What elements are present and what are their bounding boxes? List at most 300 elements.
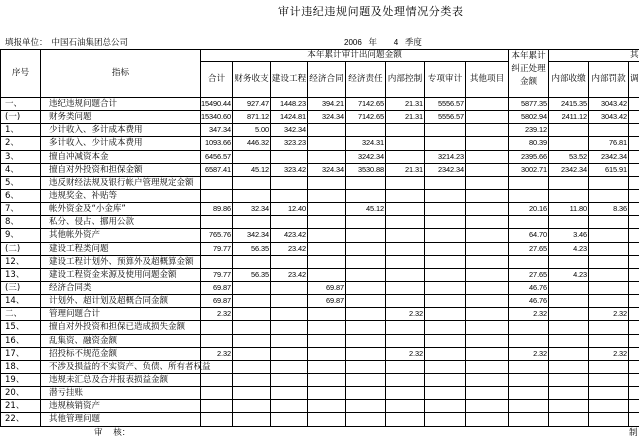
- cell-financial: [233, 150, 271, 163]
- row-indicator: 管理问题合计: [41, 308, 201, 321]
- header-corrected-amount: [509, 50, 549, 98]
- header-adjustment: 调: [629, 62, 639, 98]
- cell-construction: [271, 295, 308, 308]
- cell-internal-penalty: [589, 242, 629, 255]
- cell-internal-recovery: 53.52: [549, 150, 589, 163]
- cell-total: 347.34: [201, 124, 233, 137]
- table-row: [1, 242, 639, 255]
- cell-special-audit: [425, 242, 466, 255]
- cell-contract: [308, 413, 346, 426]
- cell-corrected-amount: 3002.71: [509, 163, 549, 176]
- header-internal-penalty: 内部罚款: [589, 62, 629, 98]
- row-seq: 16、: [1, 334, 41, 347]
- cell-special-audit: [425, 189, 466, 202]
- cell-adjustment: [629, 308, 639, 321]
- table-row: [1, 176, 639, 189]
- cell-other-project: [466, 373, 509, 386]
- cell-adjustment: [629, 242, 639, 255]
- cell-financial: [233, 387, 271, 400]
- cell-total: [201, 400, 233, 413]
- cell-construction: [271, 216, 308, 229]
- cell-internal-penalty: [589, 229, 629, 242]
- cell-responsibility: [346, 334, 386, 347]
- row-indicator: 经济合同类: [41, 281, 201, 294]
- cell-corrected-amount: 5877.35: [509, 98, 549, 111]
- cell-responsibility: [346, 387, 386, 400]
- cell-internal-control: [386, 360, 425, 373]
- cell-financial: 446.32: [233, 137, 271, 150]
- cell-internal-penalty: [589, 124, 629, 137]
- cell-total: [201, 189, 233, 202]
- cell-special-audit: [425, 413, 466, 426]
- header-corrected-line: 本年累计: [511, 51, 546, 61]
- cell-corrected-amount: [509, 176, 549, 189]
- cell-construction: 323.23: [271, 137, 308, 150]
- cell-internal-recovery: [549, 400, 589, 413]
- cell-total: 69.87: [201, 295, 233, 308]
- cell-internal-control: [386, 176, 425, 189]
- cell-total: [201, 216, 233, 229]
- cell-contract: [308, 373, 346, 386]
- cell-responsibility: [346, 216, 386, 229]
- row-indicator: 乱集资、融资金额: [41, 334, 201, 347]
- row-seq: 一、: [1, 98, 41, 111]
- cell-total: [201, 387, 233, 400]
- cell-construction: [271, 387, 308, 400]
- cell-responsibility: [346, 308, 386, 321]
- cell-internal-recovery: [549, 295, 589, 308]
- cell-construction: 423.42: [271, 229, 308, 242]
- cell-internal-penalty: 2.32: [589, 308, 629, 321]
- cell-internal-recovery: [549, 347, 589, 360]
- cell-corrected-amount: 27.65: [509, 242, 549, 255]
- cell-special-audit: 2342.34: [425, 163, 466, 176]
- cell-internal-control: 21.31: [386, 163, 425, 176]
- cell-financial: [233, 295, 271, 308]
- cell-financial: [233, 373, 271, 386]
- period-quarter: 4: [393, 38, 399, 47]
- header-corrected-line: 金额: [519, 77, 538, 87]
- cell-contract: [308, 124, 346, 137]
- cell-adjustment: [629, 137, 639, 150]
- cell-other-project: [466, 111, 509, 124]
- row-indicator: 违纪违规问题合计: [41, 98, 201, 111]
- cell-internal-penalty: 3043.42: [589, 111, 629, 124]
- row-seq: (二): [1, 242, 41, 255]
- row-indicator: 少计收入、多计成本费用: [41, 124, 201, 137]
- cell-responsibility: [346, 295, 386, 308]
- cell-internal-penalty: 2342.34: [589, 150, 629, 163]
- row-seq: 8、: [1, 216, 41, 229]
- row-seq: 二、: [1, 308, 41, 321]
- cell-construction: [271, 347, 308, 360]
- cell-internal-penalty: [589, 255, 629, 268]
- cell-internal-control: [386, 216, 425, 229]
- cell-financial: [233, 281, 271, 294]
- row-indicator: 擅自对外投资和担保已造成损失金额: [41, 321, 201, 334]
- cell-adjustment: [629, 255, 639, 268]
- cell-responsibility: [346, 229, 386, 242]
- cell-financial: 32.34: [233, 203, 271, 216]
- table-row: [1, 281, 639, 294]
- cell-corrected-amount: [509, 334, 549, 347]
- cell-other-project: [466, 400, 509, 413]
- cell-corrected-amount: [509, 321, 549, 334]
- cell-internal-penalty: [589, 373, 629, 386]
- cell-internal-control: [386, 413, 425, 426]
- cell-internal-control: [386, 150, 425, 163]
- cell-adjustment: [629, 124, 639, 137]
- cell-responsibility: [346, 373, 386, 386]
- row-indicator: 其他帐外资产: [41, 229, 201, 242]
- cell-construction: 23.42: [271, 242, 308, 255]
- cell-internal-recovery: [549, 281, 589, 294]
- row-indicator: 建设工程资金来源及使用问题金额: [41, 268, 201, 281]
- header-breakdown-group: 其: [549, 50, 639, 62]
- period-year-unit: 年: [368, 38, 378, 48]
- cell-internal-penalty: [589, 295, 629, 308]
- row-indicator: 违规奖金、补贴等: [41, 189, 201, 202]
- cell-responsibility: [346, 242, 386, 255]
- footer-review-label: 审 核：: [94, 428, 131, 438]
- cell-special-audit: 5556.57: [425, 111, 466, 124]
- cell-construction: [271, 150, 308, 163]
- row-indicator: 帐外资金及“小金库”: [41, 203, 201, 216]
- footer-preparer-label: 制: [629, 428, 638, 438]
- row-seq: 18、: [1, 360, 41, 373]
- table-row: [1, 373, 639, 386]
- cell-other-project: [466, 295, 509, 308]
- cell-corrected-amount: [509, 400, 549, 413]
- cell-special-audit: [425, 387, 466, 400]
- table-body: [1, 98, 639, 427]
- row-indicator: 建设工程类问题: [41, 242, 201, 255]
- cell-total: 1093.66: [201, 137, 233, 150]
- cell-other-project: [466, 98, 509, 111]
- cell-adjustment: [629, 163, 639, 176]
- row-seq: 1、: [1, 124, 41, 137]
- cell-construction: 1424.81: [271, 111, 308, 124]
- cell-contract: [308, 176, 346, 189]
- cell-construction: [271, 176, 308, 189]
- cell-total: 6456.57: [201, 150, 233, 163]
- row-indicator: 违规核销资产: [41, 400, 201, 413]
- cell-internal-control: [386, 334, 425, 347]
- table-row: [1, 124, 639, 137]
- cell-internal-control: 2.32: [386, 347, 425, 360]
- header-internal-control: 内部控制: [386, 62, 425, 98]
- row-seq: 17、: [1, 347, 41, 360]
- period-year: 2006: [344, 38, 362, 47]
- table-row: [1, 255, 639, 268]
- row-indicator: 计划外、超计划及超概合同金额: [41, 295, 201, 308]
- reporting-unit-value: 中国石油集团总公司: [51, 38, 129, 48]
- cell-other-project: [466, 150, 509, 163]
- cell-internal-recovery: [549, 373, 589, 386]
- cell-internal-control: 2.32: [386, 308, 425, 321]
- cell-internal-penalty: [589, 360, 629, 373]
- table-row: [1, 308, 639, 321]
- cell-construction: [271, 334, 308, 347]
- cell-internal-penalty: [589, 400, 629, 413]
- row-seq: 15、: [1, 321, 41, 334]
- cell-corrected-amount: 2.32: [509, 347, 549, 360]
- cell-adjustment: [629, 295, 639, 308]
- cell-construction: 323.42: [271, 163, 308, 176]
- cell-construction: [271, 281, 308, 294]
- row-seq: 21、: [1, 400, 41, 413]
- cell-total: 15340.60: [201, 111, 233, 124]
- cell-other-project: [466, 360, 509, 373]
- cell-special-audit: [425, 124, 466, 137]
- cell-construction: [271, 308, 308, 321]
- cell-internal-control: [386, 229, 425, 242]
- cell-contract: [308, 229, 346, 242]
- header-internal-recovery: 内部收缴: [549, 62, 589, 98]
- cell-construction: [271, 321, 308, 334]
- cell-financial: [233, 413, 271, 426]
- row-seq: 5、: [1, 176, 41, 189]
- cell-internal-recovery: [549, 308, 589, 321]
- cell-corrected-amount: 80.39: [509, 137, 549, 150]
- table-row: [1, 347, 639, 360]
- cell-internal-control: [386, 242, 425, 255]
- table-row: [1, 387, 639, 400]
- cell-corrected-amount: 64.70: [509, 229, 549, 242]
- cell-adjustment: [629, 360, 639, 373]
- audit-classification-table: [0, 49, 639, 427]
- cell-corrected-amount: 27.65: [509, 268, 549, 281]
- header-total: 合计: [201, 62, 233, 98]
- cell-internal-recovery: 4.23: [549, 268, 589, 281]
- table-row: [1, 111, 639, 124]
- cell-internal-penalty: [589, 268, 629, 281]
- cell-contract: [308, 203, 346, 216]
- header-indicator: 指标: [41, 50, 201, 98]
- row-indicator: 擅自冲减资本金: [41, 150, 201, 163]
- cell-internal-penalty: 615.91: [589, 163, 629, 176]
- row-indicator: 多计收入、少计成本费用: [41, 137, 201, 150]
- cell-internal-penalty: [589, 176, 629, 189]
- cell-responsibility: 7142.65: [346, 98, 386, 111]
- row-seq: 13、: [1, 268, 41, 281]
- cell-internal-recovery: [549, 387, 589, 400]
- cell-internal-penalty: [589, 334, 629, 347]
- cell-internal-recovery: [549, 216, 589, 229]
- cell-corrected-amount: 239.12: [509, 124, 549, 137]
- reporting-unit-label: 填报单位：: [5, 38, 48, 48]
- cell-adjustment: [629, 413, 639, 426]
- cell-special-audit: [425, 347, 466, 360]
- cell-adjustment: [629, 373, 639, 386]
- cell-contract: [308, 268, 346, 281]
- cell-responsibility: 324.31: [346, 137, 386, 150]
- cell-total: 765.76: [201, 229, 233, 242]
- cell-responsibility: 3242.34: [346, 150, 386, 163]
- cell-other-project: [466, 321, 509, 334]
- cell-corrected-amount: [509, 387, 549, 400]
- cell-adjustment: [629, 111, 639, 124]
- row-seq: (一): [1, 111, 41, 124]
- header-financial: 财务收支: [233, 62, 271, 98]
- cell-special-audit: 3214.23: [425, 150, 466, 163]
- cell-special-audit: [425, 176, 466, 189]
- cell-other-project: [466, 137, 509, 150]
- cell-contract: 324.34: [308, 111, 346, 124]
- cell-financial: [233, 400, 271, 413]
- cell-construction: [271, 255, 308, 268]
- cell-contract: [308, 189, 346, 202]
- table-row: [1, 321, 639, 334]
- row-indicator: 擅自对外投资和担保金额: [41, 163, 201, 176]
- cell-total: 79.77: [201, 268, 233, 281]
- cell-total: 2.32: [201, 308, 233, 321]
- cell-total: 89.86: [201, 203, 233, 216]
- cell-contract: [308, 150, 346, 163]
- table-row: [1, 203, 639, 216]
- table-row: [1, 189, 639, 202]
- row-seq: 9、: [1, 229, 41, 242]
- cell-special-audit: 5556.57: [425, 98, 466, 111]
- table-row: [1, 216, 639, 229]
- row-seq: 6、: [1, 189, 41, 202]
- cell-internal-control: [386, 281, 425, 294]
- cell-internal-penalty: [589, 281, 629, 294]
- cell-adjustment: [629, 150, 639, 163]
- cell-total: [201, 334, 233, 347]
- cell-adjustment: [629, 400, 639, 413]
- cell-corrected-amount: [509, 360, 549, 373]
- table-row: [1, 229, 639, 242]
- cell-total: 6587.41: [201, 163, 233, 176]
- header-corrected-line: 纠正处理: [511, 64, 546, 74]
- row-indicator: 财务类问题: [41, 111, 201, 124]
- cell-other-project: [466, 163, 509, 176]
- table-row: [1, 295, 639, 308]
- cell-adjustment: [629, 216, 639, 229]
- header-responsibility: 经济责任: [346, 62, 386, 98]
- cell-financial: 927.47: [233, 98, 271, 111]
- cell-financial: [233, 176, 271, 189]
- cell-internal-control: [386, 373, 425, 386]
- header-other-project: 其他项目: [466, 62, 509, 98]
- cell-internal-recovery: [549, 360, 589, 373]
- cell-internal-penalty: 76.81: [589, 137, 629, 150]
- cell-adjustment: [629, 281, 639, 294]
- cell-responsibility: [346, 321, 386, 334]
- cell-financial: [233, 189, 271, 202]
- cell-responsibility: [346, 400, 386, 413]
- row-seq: 7、: [1, 203, 41, 216]
- cell-special-audit: [425, 308, 466, 321]
- header-row-top: [1, 50, 639, 62]
- cell-financial: [233, 321, 271, 334]
- cell-internal-recovery: 2342.34: [549, 163, 589, 176]
- period-quarter-unit: 季度: [404, 38, 422, 48]
- cell-other-project: [466, 268, 509, 281]
- cell-financial: 871.12: [233, 111, 271, 124]
- table-row: [1, 150, 639, 163]
- cell-internal-recovery: [549, 255, 589, 268]
- cell-other-project: [466, 255, 509, 268]
- cell-contract: [308, 216, 346, 229]
- cell-internal-penalty: [589, 321, 629, 334]
- cell-other-project: [466, 387, 509, 400]
- cell-internal-penalty: [589, 387, 629, 400]
- cell-total: [201, 321, 233, 334]
- row-indicator: 私分、侵占、挪用公款: [41, 216, 201, 229]
- cell-special-audit: [425, 216, 466, 229]
- header-special-audit: 专项审计: [425, 62, 466, 98]
- cell-responsibility: [346, 189, 386, 202]
- cell-internal-recovery: [549, 321, 589, 334]
- cell-total: [201, 255, 233, 268]
- cell-internal-penalty: 8.36: [589, 203, 629, 216]
- cell-responsibility: 45.12: [346, 203, 386, 216]
- table-row: [1, 268, 639, 281]
- cell-financial: [233, 308, 271, 321]
- table-row: [1, 400, 639, 413]
- cell-special-audit: [425, 334, 466, 347]
- row-seq: 22、: [1, 413, 41, 426]
- cell-contract: [308, 242, 346, 255]
- cell-total: [201, 176, 233, 189]
- row-seq: 4、: [1, 163, 41, 176]
- cell-other-project: [466, 242, 509, 255]
- cell-special-audit: [425, 295, 466, 308]
- cell-internal-control: [386, 400, 425, 413]
- cell-contract: [308, 347, 346, 360]
- cell-internal-control: 21.31: [386, 98, 425, 111]
- header-contract: 经济合同: [308, 62, 346, 98]
- cell-internal-control: [386, 321, 425, 334]
- row-indicator: 违反财经法规及银行帐户管理规定金额: [41, 176, 201, 189]
- row-seq: 19、: [1, 373, 41, 386]
- cell-internal-recovery: [549, 334, 589, 347]
- cell-internal-penalty: [589, 413, 629, 426]
- cell-financial: 5.00: [233, 124, 271, 137]
- cell-construction: [271, 400, 308, 413]
- header-construction: 建设工程: [271, 62, 308, 98]
- cell-responsibility: [346, 360, 386, 373]
- cell-special-audit: [425, 373, 466, 386]
- cell-corrected-amount: [509, 373, 549, 386]
- cell-construction: [271, 189, 308, 202]
- cell-internal-control: [386, 255, 425, 268]
- cell-responsibility: [346, 176, 386, 189]
- cell-special-audit: [425, 203, 466, 216]
- cell-adjustment: [629, 387, 639, 400]
- cell-construction: 23.42: [271, 268, 308, 281]
- cell-corrected-amount: 2395.66: [509, 150, 549, 163]
- cell-responsibility: [346, 347, 386, 360]
- cell-total: [201, 373, 233, 386]
- cell-other-project: [466, 308, 509, 321]
- cell-internal-recovery: 11.80: [549, 203, 589, 216]
- cell-contract: [308, 334, 346, 347]
- table-row: [1, 360, 639, 373]
- cell-total: 15490.44: [201, 98, 233, 111]
- cell-special-audit: [425, 255, 466, 268]
- cell-special-audit: [425, 360, 466, 373]
- cell-internal-recovery: 4.23: [549, 242, 589, 255]
- cell-financial: 56.35: [233, 268, 271, 281]
- cell-other-project: [466, 203, 509, 216]
- cell-financial: [233, 360, 271, 373]
- cell-contract: 69.87: [308, 295, 346, 308]
- cell-adjustment: [629, 203, 639, 216]
- table-row: [1, 137, 639, 150]
